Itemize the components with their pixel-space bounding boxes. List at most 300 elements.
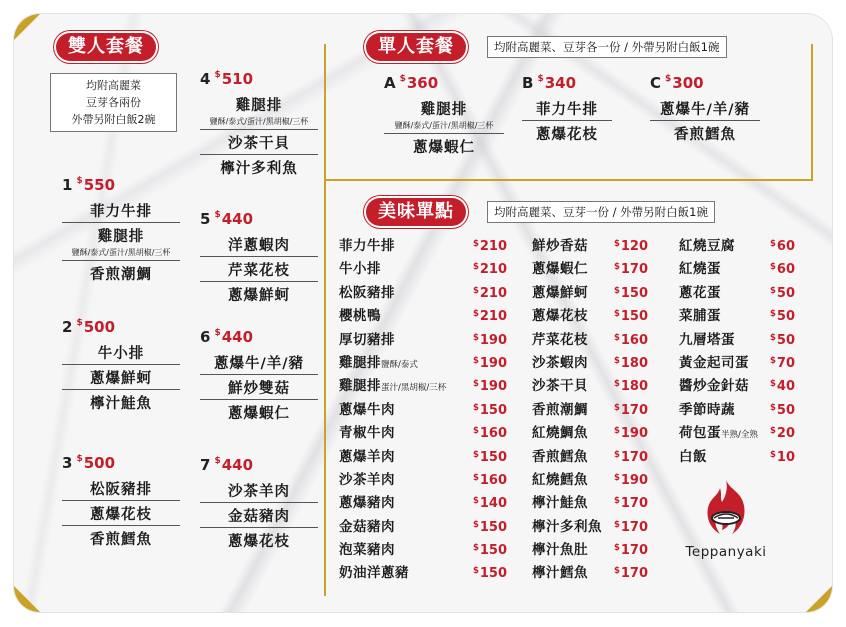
set-number: 3 (62, 454, 73, 472)
menu-item-row (532, 561, 648, 584)
price-value: 150 (479, 543, 507, 559)
item-price (473, 333, 507, 348)
price-value: 170 (620, 566, 648, 582)
set-menu-card (200, 210, 318, 306)
menu-item-row (339, 234, 507, 257)
currency-symbol: $ (537, 74, 544, 84)
menu-item-row (339, 491, 507, 514)
set-item: 香煎鱈魚 (90, 532, 152, 548)
price-value: 210 (479, 309, 507, 325)
item-price (770, 426, 795, 441)
price-value: 170 (620, 496, 648, 512)
set-header (62, 318, 180, 340)
set-item: 蔥爆鮮蚵 (62, 365, 180, 390)
item-price (614, 450, 648, 465)
item-name-text: 沙茶蝦肉 (532, 354, 588, 371)
item-name-text: 沙茶羊肉 (339, 471, 395, 488)
set-price (214, 70, 253, 88)
menu-item-row (532, 491, 648, 514)
currency-symbol: $ (613, 519, 620, 530)
price-value: 500 (83, 454, 116, 472)
price-value: 150 (620, 309, 648, 325)
item-name (339, 468, 395, 488)
item-price (770, 379, 795, 394)
corner-decoration (14, 14, 40, 40)
item-name (679, 328, 735, 348)
item-option-tag: 半熟/全熟 (721, 430, 758, 441)
price-value: 190 (620, 472, 648, 488)
set-item: 蔥爆牛/羊/豬 (650, 96, 760, 121)
menu-item-row (532, 515, 648, 538)
currency-symbol: $ (613, 379, 620, 390)
item-name (532, 468, 588, 488)
menu-item-row (532, 328, 648, 351)
menu-item-row (679, 328, 795, 351)
currency-symbol: $ (472, 379, 479, 390)
currency-symbol: $ (214, 456, 221, 466)
item-name-text: 牛小排 (339, 261, 381, 278)
currency-symbol: $ (472, 519, 479, 530)
item-name-text: 紅燒蛋 (679, 261, 721, 278)
set-item: 蔥爆花枝 (228, 534, 290, 550)
divider-horizontal (324, 179, 813, 181)
set-item: 芹菜花枝 (200, 257, 318, 282)
item-name-text: 蔥花蛋 (679, 284, 721, 301)
item-name-text: 季節時蔬 (679, 401, 735, 418)
item-name-text: 香煎鱈魚 (532, 448, 588, 465)
item-name-text: 紅燒豆腐 (679, 238, 735, 254)
item-price (770, 403, 795, 418)
set-header (62, 176, 180, 198)
item-price (473, 309, 507, 324)
set-price (76, 318, 115, 336)
item-name (339, 538, 395, 558)
set-item-options: 鹽酥/泰式/蛋汁/黑胡椒/三杯 (62, 247, 180, 261)
price-value: 340 (544, 74, 577, 92)
set-menu-card (522, 74, 612, 145)
item-name (532, 328, 588, 348)
currency-symbol: $ (613, 543, 620, 554)
currency-symbol: $ (769, 262, 776, 273)
currency-symbol: $ (472, 472, 479, 483)
set-header (522, 74, 612, 96)
price-value: 170 (620, 543, 648, 559)
item-price (473, 473, 507, 488)
set-item: 鮮炒雙菇 (200, 375, 318, 400)
item-price (614, 543, 648, 558)
item-name (532, 538, 588, 558)
a-la-carte-note: 均附高麗菜、豆芽一份 / 外帶另附白飯1碗 (487, 201, 715, 223)
item-name (532, 398, 588, 418)
item-name (532, 304, 588, 324)
price-value: 170 (620, 402, 648, 418)
item-name (339, 234, 395, 254)
item-name-text: 香煎潮鯛 (532, 401, 588, 418)
logo-text: Teppanyaki (685, 544, 767, 560)
item-name-text: 醬炒金針菇 (679, 378, 749, 395)
item-name (532, 257, 588, 277)
price-value: 190 (620, 426, 648, 442)
currency-symbol: $ (769, 449, 776, 460)
currency-symbol: $ (769, 426, 776, 437)
set-item: 檸汁鮭魚 (90, 396, 152, 412)
item-price (473, 262, 507, 277)
set-header (650, 74, 760, 96)
item-name (679, 421, 758, 441)
item-name-text: 檸汁多利魚 (532, 518, 602, 535)
item-name (532, 561, 588, 581)
item-name-text: 紅燒鱈魚 (532, 471, 588, 488)
currency-symbol: $ (769, 285, 776, 296)
set-number: C (650, 74, 662, 92)
menu-item-row (679, 234, 795, 257)
item-name-text: 櫻桃鴨 (339, 308, 381, 325)
single-set-title: 單人套餐 (366, 33, 466, 61)
item-name (532, 234, 588, 254)
item-price (614, 309, 648, 324)
currency-symbol: $ (472, 355, 479, 366)
item-name (339, 445, 395, 465)
price-value: 190 (479, 332, 507, 348)
item-name (339, 257, 381, 277)
price-value: 170 (620, 519, 648, 535)
set-menu-card (200, 456, 318, 552)
price-value: 170 (620, 262, 648, 278)
price-value: 50 (776, 402, 795, 418)
currency-symbol: $ (613, 239, 620, 249)
currency-symbol: $ (214, 70, 221, 80)
item-price (770, 309, 795, 324)
item-name-text: 奶油洋蔥豬 (339, 565, 409, 582)
currency-symbol: $ (472, 262, 479, 273)
menu-item-row (532, 398, 648, 421)
item-name-text: 九層塔蛋 (679, 331, 735, 348)
double-set-title: 雙人套餐 (56, 33, 156, 61)
item-name-text: 松阪豬排 (339, 284, 395, 301)
price-value: 50 (776, 332, 795, 348)
menu-item-row (679, 351, 795, 374)
price-value: 210 (479, 239, 507, 254)
currency-symbol: $ (472, 566, 479, 577)
note-line: 均附高麗菜 (86, 79, 141, 92)
currency-symbol: $ (472, 402, 479, 413)
item-name (532, 515, 602, 535)
item-name (339, 374, 446, 394)
item-price (473, 566, 507, 581)
currency-symbol: $ (613, 426, 620, 437)
currency-symbol: $ (613, 402, 620, 413)
item-price (614, 426, 648, 441)
currency-symbol: $ (769, 309, 776, 320)
item-name (679, 351, 749, 371)
item-name (339, 351, 418, 371)
set-menu-card (384, 74, 504, 158)
price-value: 550 (83, 176, 116, 194)
item-price (770, 286, 795, 301)
set-price (400, 74, 439, 92)
item-name (679, 257, 721, 277)
set-item-options: 鹽酥/泰式/蛋汁/黑胡椒/三杯 (200, 116, 318, 130)
price-value: 70 (776, 355, 795, 371)
menu-item-row (679, 304, 795, 327)
item-price (614, 379, 648, 394)
set-number: 2 (62, 318, 73, 336)
item-price (473, 520, 507, 535)
item-price (770, 450, 795, 465)
currency-symbol: $ (472, 309, 479, 320)
set-item-options: 鹽酥/泰式/蛋汁/黑胡椒/三杯 (384, 120, 504, 134)
price-value: 210 (479, 285, 507, 301)
set-item: 牛小排 (62, 340, 180, 365)
item-name-text: 菜脯蛋 (679, 308, 721, 325)
item-name-text: 白飯 (679, 448, 707, 465)
menu-item-row (679, 398, 795, 421)
item-name (679, 398, 735, 418)
item-price (614, 473, 648, 488)
item-price (770, 333, 795, 348)
item-name (679, 304, 721, 324)
set-item: 沙茶羊肉 (200, 478, 318, 503)
item-name-text: 荷包蛋 (679, 425, 721, 442)
currency-symbol: $ (613, 332, 620, 343)
currency-symbol: $ (472, 449, 479, 460)
currency-symbol: $ (472, 332, 479, 343)
menu-item-row (339, 421, 507, 444)
set-header (200, 210, 318, 232)
menu-item-row (339, 304, 507, 327)
set-price (214, 456, 253, 474)
currency-symbol: $ (613, 496, 620, 507)
item-name-text: 蔥爆鮮蚵 (532, 284, 588, 301)
currency-symbol: $ (472, 496, 479, 507)
item-price (770, 239, 795, 254)
currency-symbol: $ (214, 328, 221, 338)
price-value: 150 (479, 402, 507, 418)
currency-symbol: $ (472, 285, 479, 296)
item-name-text: 金菇豬肉 (339, 518, 395, 535)
note-line: 外帶另附白飯2碗 (71, 113, 156, 126)
currency-symbol: $ (613, 285, 620, 296)
menu-item-row (532, 257, 648, 280)
set-price (214, 328, 253, 346)
set-item: 蔥爆蝦仁 (228, 406, 290, 422)
price-value: 150 (620, 285, 648, 301)
set-price (76, 176, 115, 194)
menu-item-row (339, 445, 507, 468)
price-value: 160 (479, 426, 507, 442)
item-price (473, 450, 507, 465)
item-price (473, 356, 507, 371)
set-item: 雞腿排 (235, 98, 283, 114)
divider-vertical (324, 44, 326, 596)
item-name (339, 561, 409, 581)
menu-item-row (532, 351, 648, 374)
menu-item-row (532, 281, 648, 304)
menu-item-row (679, 445, 795, 468)
currency-symbol: $ (613, 472, 620, 483)
set-item: 雞腿排 (97, 229, 145, 245)
set-item: 香煎潮鯛 (90, 267, 152, 283)
menu-item-row (532, 538, 648, 561)
item-name-text: 菲力牛排 (339, 238, 395, 254)
item-price (473, 239, 507, 254)
set-header (62, 454, 180, 476)
menu-item-row (339, 398, 507, 421)
currency-symbol: $ (214, 210, 221, 220)
currency-symbol: $ (472, 239, 479, 249)
price-value: 160 (479, 472, 507, 488)
item-price (614, 333, 648, 348)
item-name (679, 374, 749, 394)
menu-item-row (339, 281, 507, 304)
price-value: 160 (620, 332, 648, 348)
price-value: 440 (221, 456, 254, 474)
set-item: 蔥爆花枝 (62, 501, 180, 526)
set-price (537, 74, 576, 92)
price-value: 140 (479, 496, 507, 512)
menu-item-row (679, 281, 795, 304)
currency-symbol: $ (399, 74, 406, 84)
item-name-text: 蔥爆豬肉 (339, 495, 395, 512)
item-price (614, 262, 648, 277)
set-item: 松阪豬排 (62, 476, 180, 501)
menu-item-row (339, 468, 507, 491)
menu-item-row (532, 304, 648, 327)
menu-item-row (532, 234, 648, 257)
price-value: 150 (479, 519, 507, 535)
set-header (200, 328, 318, 350)
set-price (214, 210, 253, 228)
item-name-text: 檸汁鱈魚 (532, 565, 588, 582)
item-name-text: 蔥爆牛肉 (339, 401, 395, 418)
set-number: 1 (62, 176, 73, 194)
set-header (384, 74, 504, 96)
currency-symbol: $ (613, 262, 620, 273)
menu-item-row (339, 328, 507, 351)
item-name (532, 491, 588, 511)
set-number: 4 (200, 70, 211, 88)
item-name (339, 304, 381, 324)
item-name (532, 421, 588, 441)
set-item: 菲力牛排 (522, 96, 612, 121)
item-price (473, 496, 507, 511)
price-value: 150 (479, 449, 507, 465)
item-price (770, 262, 795, 277)
currency-symbol: $ (613, 355, 620, 366)
flame-hotplate-icon (698, 478, 754, 538)
currency-symbol: $ (472, 543, 479, 554)
item-name (532, 445, 588, 465)
item-option-tag: 蛋汁/黑胡椒/三杯 (381, 383, 447, 394)
item-price (614, 239, 648, 254)
item-name-text: 蔥爆花枝 (532, 308, 588, 325)
price-value: 50 (776, 285, 795, 301)
teppanyaki-logo (676, 478, 776, 560)
set-item: 雞腿排 (420, 102, 468, 118)
set-number: 6 (200, 328, 211, 346)
menu-item-row (532, 421, 648, 444)
divider-vertical (811, 44, 813, 180)
item-price (614, 356, 648, 371)
item-name (679, 445, 707, 465)
currency-symbol: $ (613, 566, 620, 577)
currency-symbol: $ (472, 426, 479, 437)
set-item: 沙茶干貝 (200, 130, 318, 155)
set-header (200, 456, 318, 478)
set-item: 蔥爆牛/羊/豬 (200, 350, 318, 375)
currency-symbol: $ (665, 74, 672, 84)
item-name (339, 515, 395, 535)
set-price (665, 74, 704, 92)
set-menu-card (62, 176, 180, 285)
currency-symbol: $ (76, 176, 83, 186)
price-value: 60 (776, 262, 795, 278)
item-name (679, 234, 735, 254)
item-name (532, 351, 588, 371)
set-item: 香煎鱈魚 (674, 127, 736, 143)
set-price (76, 454, 115, 472)
menu-item-row (532, 374, 648, 397)
price-value: 190 (479, 355, 507, 371)
a-la-carte-column (532, 234, 648, 585)
item-price (473, 543, 507, 558)
item-name-text: 芹菜花枝 (532, 331, 588, 348)
set-menu-card (650, 74, 760, 145)
menu-item-row (339, 561, 507, 584)
price-value: 180 (620, 355, 648, 371)
item-name (339, 421, 395, 441)
set-menu-card (62, 318, 180, 414)
set-number: B (522, 74, 534, 92)
set-menu-card (200, 70, 318, 179)
a-la-carte-title: 美味單點 (366, 198, 466, 226)
price-value: 50 (776, 309, 795, 325)
a-la-carte-column (679, 234, 795, 468)
menu-item-row (679, 257, 795, 280)
item-name-text: 檸汁鮭魚 (532, 495, 588, 512)
item-price (473, 379, 507, 394)
item-name-text: 青椒牛肉 (339, 425, 395, 442)
set-header (200, 70, 318, 92)
currency-symbol: $ (613, 309, 620, 320)
currency-symbol: $ (769, 332, 776, 343)
set-item: 檸汁多利魚 (220, 161, 298, 177)
set-number: 7 (200, 456, 211, 474)
price-value: 300 (672, 74, 704, 92)
item-price (614, 286, 648, 301)
price-value: 440 (221, 328, 254, 346)
menu-item-row (532, 445, 648, 468)
set-item: 金菇豬肉 (200, 503, 318, 528)
price-value: 190 (479, 379, 507, 395)
menu-item-row (339, 351, 507, 374)
set-item: 洋蔥蝦肉 (200, 232, 318, 257)
set-item: 蔥爆蝦仁 (413, 140, 475, 156)
currency-symbol: $ (76, 318, 83, 328)
price-value: 150 (479, 566, 507, 582)
item-name-text: 紅燒鯛魚 (532, 425, 588, 442)
price-value: 20 (776, 426, 795, 442)
menu-item-row (679, 421, 795, 444)
item-name-text: 鮮炒香菇 (532, 238, 588, 254)
currency-symbol: $ (769, 239, 776, 249)
currency-symbol: $ (769, 355, 776, 366)
menu-item-row (339, 257, 507, 280)
price-value: 40 (776, 379, 795, 395)
currency-symbol: $ (76, 454, 83, 464)
price-value: 510 (221, 70, 254, 88)
single-set-note: 均附高麗菜、豆芽各一份 / 外帶另附白飯1碗 (487, 36, 727, 58)
